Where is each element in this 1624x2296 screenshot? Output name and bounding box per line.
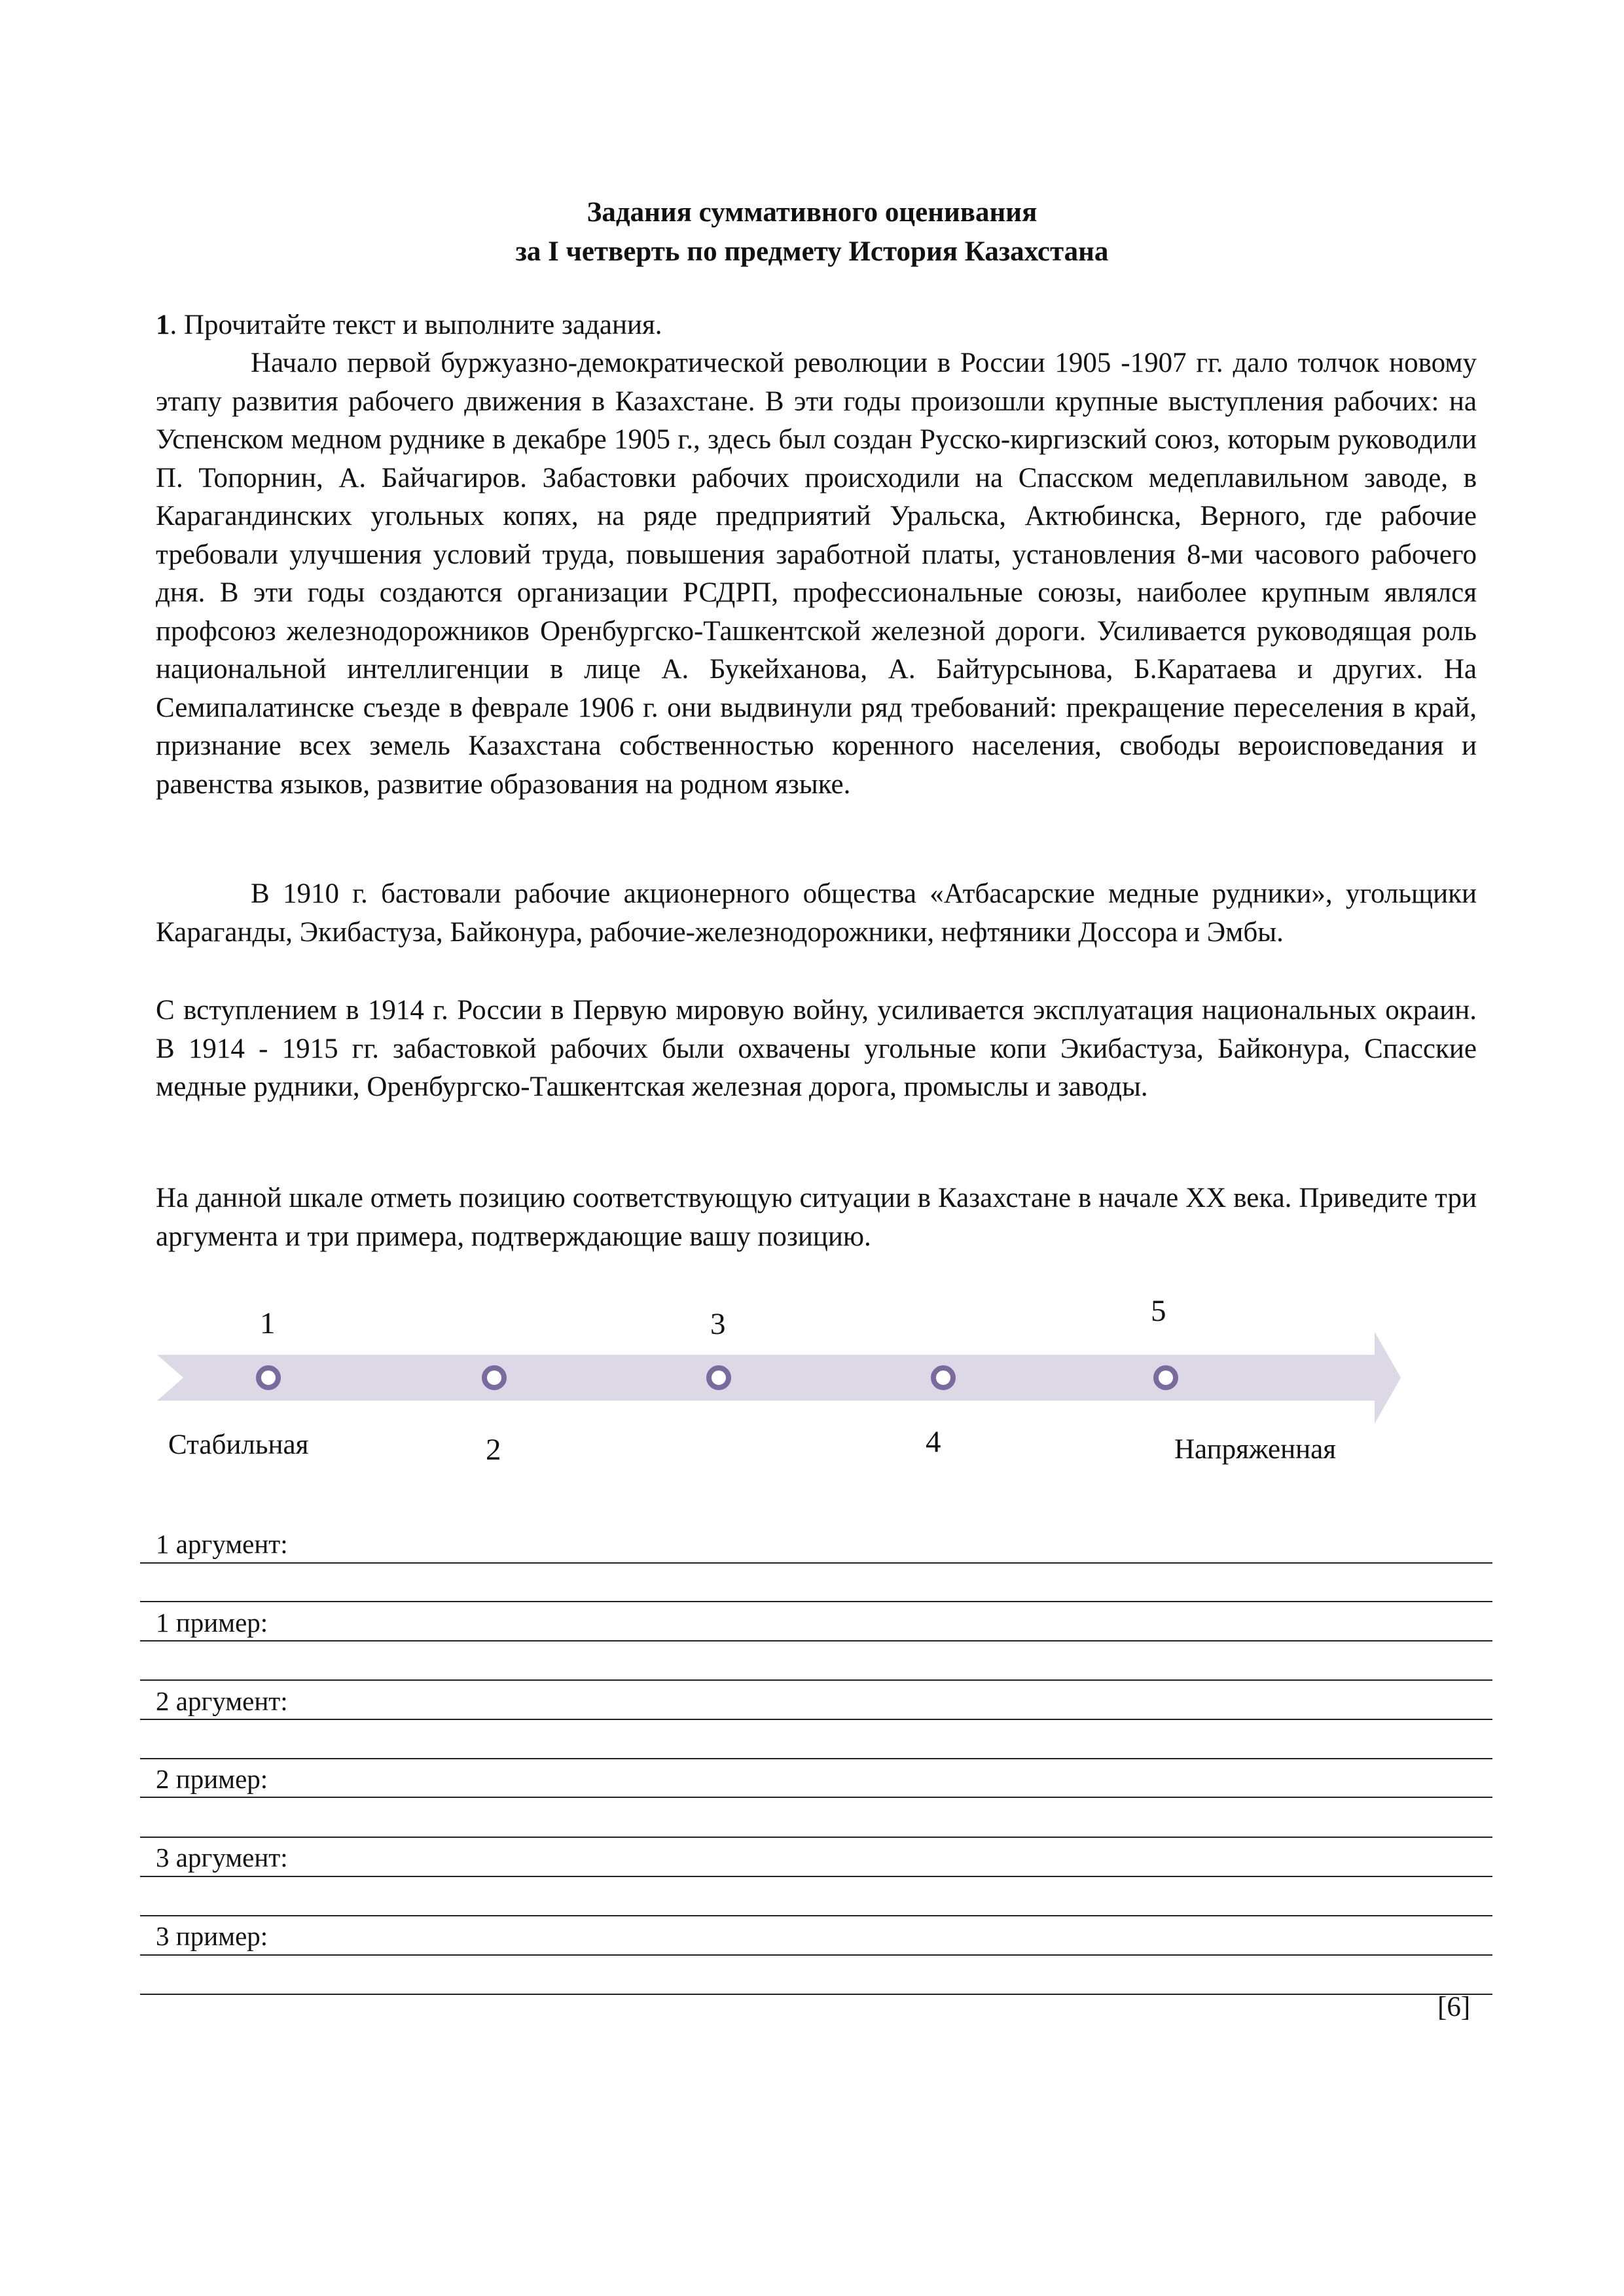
scale-number-1: 1 [260,1306,276,1340]
example-3-line[interactable] [140,1954,1492,1956]
example-3-line-2[interactable] [140,1994,1492,1995]
argument-1-line[interactable] [140,1562,1492,1564]
scale-point-4[interactable] [933,1368,953,1388]
scale-point-3[interactable] [709,1368,729,1388]
example-1-line-2[interactable] [140,1679,1492,1681]
scale-instruction: На данной шкале отметь позицию соответствующую ситуации в Казахстане в начале XX века. Приведите три аргумента и три примера, подтверждающие вашу позицию. [156,1183,1477,1252]
document-title: Задания суммативного оценивания [586,197,1038,228]
argument-2-label: 2 аргумент: [156,1686,288,1716]
text-paragraph-1: Начало первой буржуазно-демократической революции в России 1905 -1907 гг. дало толчок новому этапу развития рабочего движения в Казахстане. В эти годы произошли крупные выступления рабочих: на Успенском медном руднике в декабре 1905 г., здесь был создан Русско-киргизский союз, которым руководили П. Топорнин, А. Байчагиров. Забастовки рабочих происходили на Спасском медеплавильном заводе, в Карагандинских угольных копях, на ряде предприятий Уральска, Актюбинска, Верного, где рабочие требовали улучшения условий труда, повышения заработной платы, установления 8-ми часового рабочего дня. В эти годы создаются организации РСДРП, профессиональные союзы, наиболее крупным являлся профсоюз железнодорожников Оренбургско-Ташкентской железной дороги. Усиливается руководящая роль национальной интеллигенции в лице А. Букейханова, А. Байтурсынова, Б.Каратаева и других. На Семипалатинске съезде в феврале 1906 г. они выдвинули ряд требований: прекращение переселения в край, признание всех земель Казахстана собственностью коренного населения, свободы вероисповедания и равенства языков, развитие образования на родном языке. [156,348,1477,800]
example-3-label: 3 пример: [156,1921,268,1951]
scale-point-2[interactable] [484,1368,504,1388]
example-2-label: 2 пример: [156,1764,268,1794]
scale-arrow [157,1332,1401,1424]
example-1-label: 1 пример: [156,1607,268,1638]
scale-right-label: Напряженная [1174,1434,1336,1465]
example-2-line[interactable] [140,1797,1492,1798]
scale-point-1[interactable] [259,1368,278,1388]
task-heading [156,306,1477,345]
argument-3-line-2[interactable] [140,1915,1492,1916]
example-2-line-2[interactable] [140,1837,1492,1838]
position-scale [157,1332,1401,1424]
scale-point-5[interactable] [1156,1368,1176,1388]
argument-3-line[interactable] [140,1876,1492,1877]
text-paragraph-2: В 1910 г. бастовали рабочие акционерного общества «Атбасарские медные рудники», угольщики Караганды, Экибастуза, Байконура, рабочие-железнодорожники, нефтяники Доссора и Эмбы. [156,878,1477,948]
text-paragraph-3: С вступлением в 1914 г. России в Первую мировую войну, усиливается эксплуатация национальных окраин. В 1914 - 1915 гг. забастовкой рабочих были охвачены угольные копи Экибастуза, Байконура, Спасские медные рудники, Оренбургско-Ташкентская железная дорога, промыслы и заводы. [156,995,1477,1102]
scale-number-5: 5 [1151,1294,1166,1328]
argument-3-label: 3 аргумент: [156,1842,288,1873]
argument-1-line-2[interactable] [140,1601,1492,1602]
document-subtitle: за I четверть по предмету История Казахстана [515,236,1109,267]
scale-number-4: 4 [926,1425,941,1459]
argument-2-line[interactable] [140,1719,1492,1720]
score-label: [6] [1437,1992,1471,2022]
task-instruction: . Прочитайте текст и выполните задания. [170,310,662,340]
scale-number-2: 2 [486,1433,501,1467]
scale-number-3: 3 [710,1307,726,1341]
argument-2-line-2[interactable] [140,1758,1492,1759]
scale-left-label: Стабильная [168,1429,309,1460]
task-number: 1 [156,310,170,340]
example-1-line[interactable] [140,1640,1492,1641]
argument-1-label: 1 аргумент: [156,1529,288,1559]
